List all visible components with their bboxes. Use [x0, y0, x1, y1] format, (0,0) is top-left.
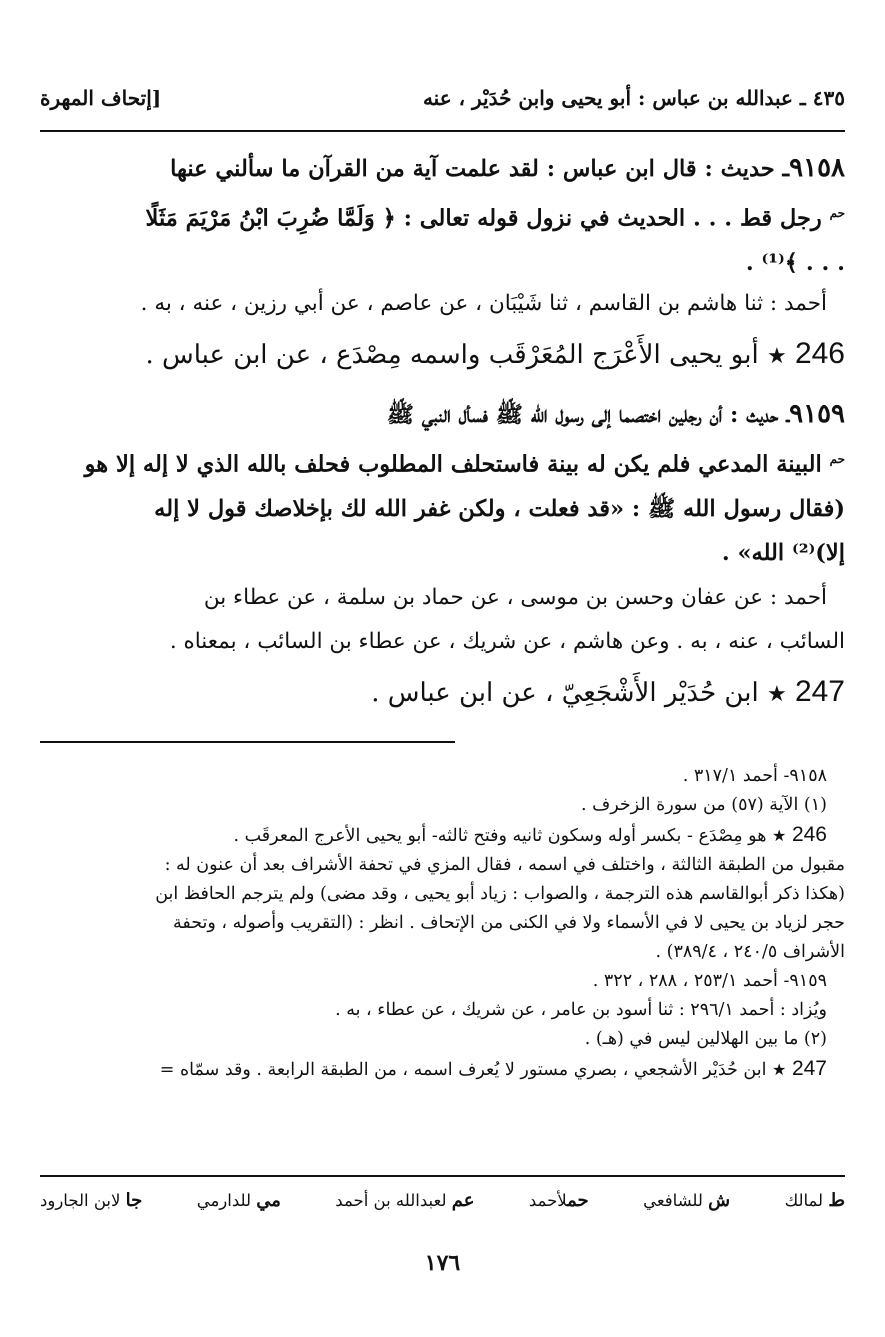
isnad-9159: أحمد : عن عفان وحسن بن موسى ، عن حماد بن سلمة ، عن عطاء بن السائب ، عنه ، به . وعن هاشم ، عن شريك ، عن عطاء بن السائب ، بمعناه .	[169, 585, 845, 654]
running-header	[40, 86, 845, 118]
hadith-9159-line1: ٩١٥٩ـ حديث : أن رجلين اختصما إلى رسول الله ﷺ فسأل النبي ﷺ	[386, 399, 845, 429]
hadith-number: ٩١٥٩	[789, 399, 845, 429]
legend-item: مي للدارمي	[196, 1190, 281, 1211]
legend-item: ط لمالك	[784, 1190, 845, 1211]
legend-item: جا لابن الجارود	[40, 1190, 143, 1211]
footnote-246: 246 ★ هو مِصْدَع - بكسر أوله وسكون ثانيه وفتح ثالثه- أبو يحيى الأعرج المعرقَب .	[233, 823, 827, 846]
footnote-2: (٢) ما بين الهلالين ليس في (هـ) .	[584, 1029, 827, 1049]
legend-divider	[40, 1175, 845, 1177]
footnote-addition: ويُزاد : أحمد ٢٩٦/١ : ثنا أسود بن عامر ، عن شريك ، عن عطاء ، به .	[335, 1000, 827, 1020]
star-icon: ★	[772, 1060, 787, 1079]
hadith-9159-line2: $^{حم}$ البينة المدعي فلم يكن له بينة فاستحلف المطلوب فحلف بالله الذي لا إله إلا هو	[84, 451, 845, 478]
isnad-9158: أحمد : ثنا هاشم بن القاسم ، ثنا شَيْبَان ، عن عاصم ، عن أبي رزين ، عنه ، به .	[140, 291, 827, 316]
narrator-entry-247: 247 ★ ابن حُدَيْر الأَشْجَعِيّ ، عن ابن عباس .	[371, 675, 845, 708]
legend-item: عم لعبدالله بن أحمد	[335, 1190, 475, 1211]
header-book-title: [إتحاف المهرة	[40, 86, 162, 110]
footnote-line: الأشراف ٢٤٠/٥ ، ٣٨٩/٤) .	[655, 942, 845, 962]
star-icon: ★	[772, 826, 787, 845]
document-page	[40, 0, 845, 1337]
page-number: ١٧٦	[424, 1250, 461, 1276]
header-section-title: ٤٣٥ ـ عبدالله بن عباس : أبو يحيى وابن حُدَيْر ، عنه	[422, 86, 845, 110]
footnote-1: (١) الآية (٥٧) من سورة الزخرف .	[580, 795, 827, 815]
hadith-number: ٩١٥٨	[789, 153, 845, 183]
hadith-9158-line2: $^{حم}$ رجل قط . . . الحديث في نزول قوله تعالى : ﴿ وَلَمَّا ضُرِبَ ابْنُ مَرْيَمَ مَثَلًا	[145, 205, 845, 232]
narrator-entry-246: 246 ★ أبو يحيى الأَعْرَج المُعَرْقَب واسمه مِصْدَع ، عن ابن عباس .	[145, 337, 845, 370]
hadith-9159	[40, 392, 845, 575]
source-symbol: حم	[829, 452, 845, 466]
legend-item: ش للشافعي	[643, 1190, 731, 1211]
star-icon: ★	[766, 344, 787, 369]
hadith-9158	[40, 146, 845, 285]
source-symbol: حم	[829, 206, 845, 220]
entry-number: 246	[794, 337, 845, 370]
footnote-9159: ٩١٥٩- أحمد ٢٥٣/١ ، ٢٨٨ ، ٣٢٢ .	[592, 971, 827, 991]
footnote-divider	[40, 741, 455, 743]
footnote-line: (هكذا ذكر أبوالقاسم هذه الترجمة ، والصواب : زياد أبو يحيى ، وقد مضى) ولم يترجم الحافظ ابن	[155, 884, 845, 904]
footnote-247: 247 ★ ابن حُدَيْر الأشجعي ، بصري مستور لا يُعرف اسمه ، من الطبقة الرابعة . وقد سمّاه =	[159, 1057, 827, 1080]
hadith-9158-line1: ٩١٥٨ـ حديث : قال ابن عباس : لقد علمت آية من القرآن ما سألني عنها	[170, 153, 845, 183]
source-legend	[40, 1190, 845, 1211]
entry-number: 247	[794, 675, 845, 708]
footnote-line: مقبول من الطبقة الثالثة ، واختلف في اسمه ، فقال المزي في تحفة الأشراف بعد أن عنون له :	[164, 855, 845, 875]
star-icon: ★	[766, 682, 787, 707]
footnote-line: حجر لزياد بن يحيى لا في الأسماء ولا في الكنى من الإتحاف . انظر : (التقريب وأصوله ، وتحفة	[172, 913, 845, 933]
hadith-9159-line3: (فقال رسول الله ﷺ : «قد فعلت ، ولكن غفر الله لك بإخلاصك قول لا إله	[154, 495, 845, 522]
legend-item: حملأحمد	[528, 1190, 589, 1211]
footnotes	[40, 762, 845, 1085]
footnote-9158: ٩١٥٨- أحمد ٣١٧/١ .	[682, 766, 827, 786]
hadith-9159-line4: إلا)⁽²⁾ الله» .	[721, 539, 845, 566]
hadith-9158-line3: . . . ﴾⁽¹⁾ .	[745, 249, 845, 276]
header-divider	[40, 130, 845, 132]
